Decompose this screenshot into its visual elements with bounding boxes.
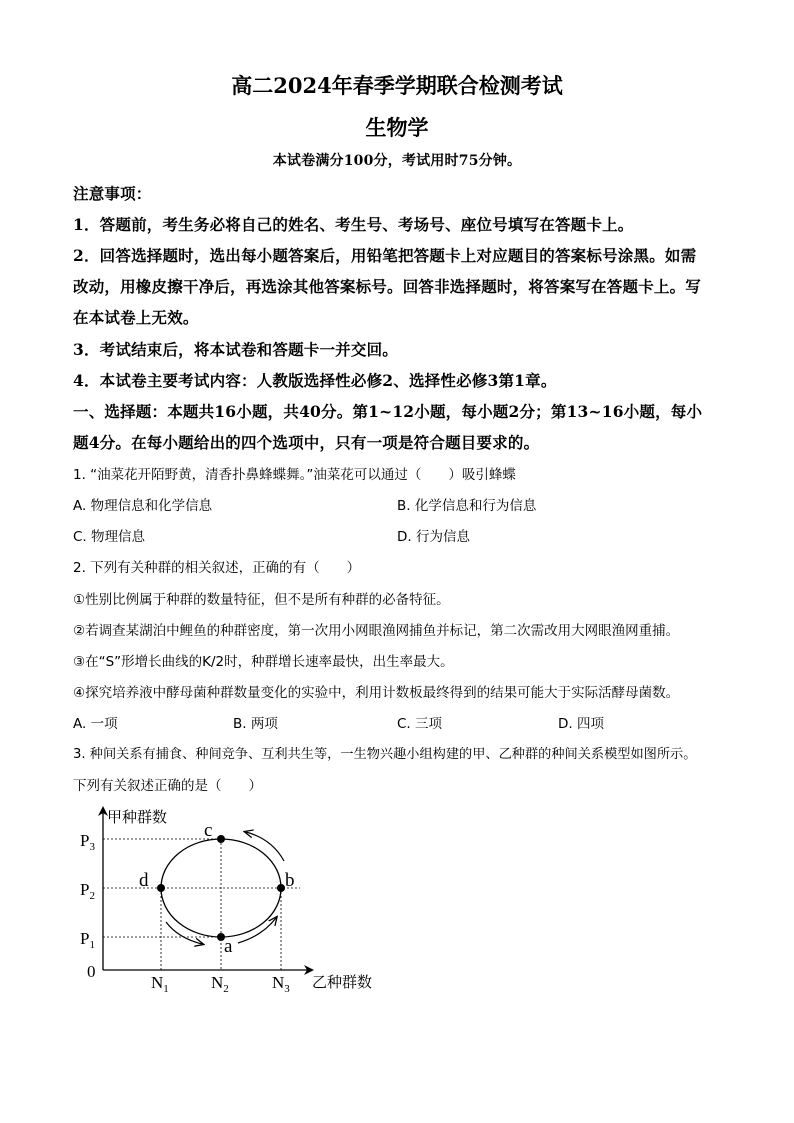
q2-statement-3: ③在“S”形增长曲线的K/2时，种群增长速率最快，出生率最大。 (73, 654, 454, 670)
arrow-b-to-c (246, 832, 284, 861)
point-d (157, 884, 165, 892)
point-label-b: b (285, 870, 295, 891)
q2-statement-4: ④探究培养液中酵母菌种群数量变化的实验中，利用计数板最终得到的结果可能大于实际活酵母菌数。 (73, 685, 680, 701)
exam-info: 本试卷满分100分，考试用时75分钟。 (272, 153, 522, 169)
point-label-d: d (139, 870, 149, 891)
q2-stem: 2. 下列有关种群的相关叙述，正确的有（ ） (73, 560, 361, 576)
note-2-line-3: 在本试卷上无效。 (73, 308, 199, 327)
x-tick-n1: $N_1$ (151, 973, 169, 995)
note-2-line-1: 2．回答选择题时，选出每小题答案后，用铅笔把答题卡上对应题目的答案标号涂黑。如需 (73, 246, 697, 265)
note-1: 1．答题前，考生务必将自己的姓名、考生号、考场号、座位号填写在答题卡上。 (73, 215, 634, 234)
q1-option-a: A. 物理信息和化学信息 (73, 498, 213, 514)
y-tick-p3: $P_3$ (80, 831, 95, 853)
note-4: 4．本试卷主要考试内容：人教版选择性必修2、选择性必修3第1章。 (73, 371, 557, 390)
q2-option-d: D. 四项 (558, 716, 604, 732)
section-heading-line-2: 题4分。在每小题给出的四个选项中，只有一项是符合题目要求的。 (73, 433, 540, 452)
q1-option-c: C. 物理信息 (73, 529, 146, 545)
q2-option-a: A. 一项 (73, 716, 118, 732)
point-label-a: a (224, 936, 233, 957)
y-tick-p2: $P_2$ (80, 880, 95, 902)
y-tick-p1: $P_1$ (80, 929, 95, 951)
point-c (217, 835, 225, 843)
point-label-c: c (204, 820, 213, 841)
q2-statement-2: ②若调查某湖泊中鲤鱼的种群密度，第一次用小网眼渔网捕鱼并标记，第二次需改用大网眼渔网重捕。 (73, 623, 680, 639)
exam-title: 高二2024年春季学期联合检测考试 (231, 73, 563, 98)
subject-title: 生物学 (365, 115, 429, 140)
arrow-a-to-b (238, 918, 276, 943)
q2-option-b: B. 两项 (233, 716, 278, 732)
q2-statement-1: ①性别比例属于种群的数量特征，但不是所有种群的必备特征。 (73, 592, 450, 608)
point-b (277, 884, 285, 892)
q1-option-b: B. 化学信息和行为信息 (397, 498, 537, 514)
x-tick-n3: $N_3$ (272, 973, 290, 995)
notes-heading: 注意事项： (73, 184, 152, 203)
guide-lines (103, 839, 300, 970)
q1-option-d: D. 行为信息 (397, 529, 470, 545)
x-axis-label: 乙种群数 (312, 973, 373, 991)
q3-stem-line-2: 下列有关叙述正确的是（ ） (73, 778, 262, 794)
q3-stem-line-1: 3. 种间关系有捕食、种间竞争、互利共生等，一生物兴趣小组构建的甲、乙种群的种间关系模型如图所示。 (73, 747, 697, 762)
q1-stem: 1. “油菜花开陌野黄，清香扑鼻蜂蝶舞。”油菜花可以通过（ ）吸引蜂蝶 (73, 467, 516, 483)
section-heading-line-1: 一、选择题：本题共16小题，共40分。第1~12小题，每小题2分；第13~16小题，每小 (73, 402, 703, 421)
note-3: 3．考试结束后，将本试卷和答题卡一并交回。 (73, 340, 398, 359)
origin-label: 0 (87, 962, 96, 981)
y-axis-label: 甲种群数 (107, 808, 168, 826)
q2-option-c: C. 三项 (397, 716, 443, 732)
x-tick-n2: $N_2$ (211, 973, 229, 995)
note-2-line-2: 改动，用橡皮擦干净后，再选涂其他答案标号。回答非选择题时，将答案写在答题卡上。写 (73, 277, 702, 296)
